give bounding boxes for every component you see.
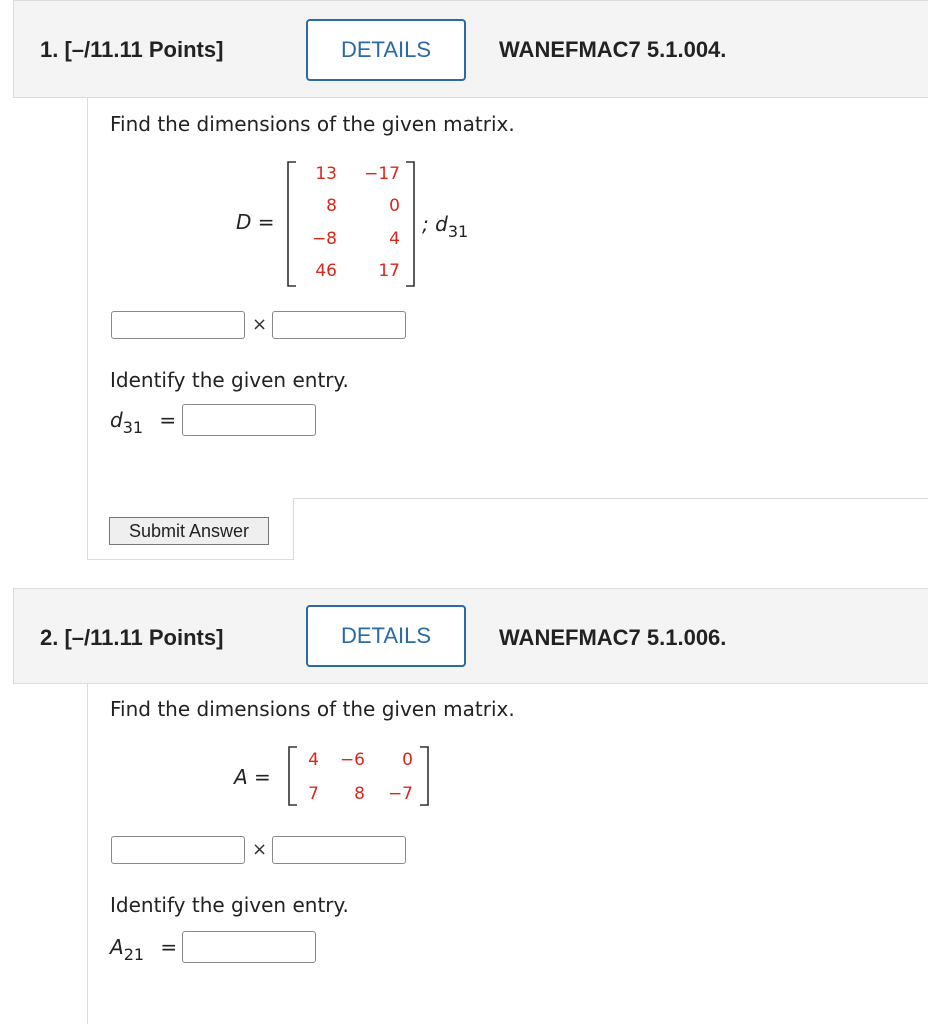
question-2-rows-input[interactable]	[111, 836, 245, 864]
question-2-entry-input[interactable]	[182, 931, 316, 963]
matrix-d-cell-3-1: −8	[311, 229, 337, 249]
matrix-d-equals: =	[257, 210, 275, 234]
matrix-a-right-bracket	[418, 745, 430, 807]
question-1-rows-input[interactable]	[111, 311, 245, 339]
entry-var-d: d	[435, 212, 448, 236]
matrix-a-cell-2-2: 8	[354, 784, 365, 804]
question-2-entry-label	[110, 935, 178, 964]
matrix-d-cell-3-2: 4	[389, 229, 400, 249]
matrix-a-cell-2-1: 7	[308, 784, 319, 804]
submit-answer-button[interactable]: Submit Answer	[109, 517, 269, 545]
question-2-header	[13, 588, 928, 684]
matrix-d-cell-2-2: 0	[389, 196, 400, 216]
matrix-d-entry-label	[422, 212, 469, 241]
matrix-a-symbol: A	[234, 765, 248, 789]
matrix-a-cell-1-1: 4	[308, 750, 319, 770]
matrix-a-left-bracket	[287, 745, 299, 807]
question-2-details-button[interactable]: DETAILS	[306, 605, 466, 667]
question-1-cols-input[interactable]	[272, 311, 406, 339]
question-2-code: WANEFMAC7 5.1.006.	[499, 625, 727, 650]
submit-area-divider-v	[293, 498, 294, 560]
question-1-number: 1. [–/11.11 Points]	[40, 37, 224, 62]
entry-equals-2: =	[160, 935, 178, 959]
question-1-code: WANEFMAC7 5.1.004.	[499, 37, 727, 62]
question-2-number: 2. [–/11.11 Points]	[40, 625, 224, 650]
semicolon: ;	[422, 212, 429, 236]
matrix-d-cell-4-2: 17	[378, 261, 400, 281]
question-1-identify-prompt: Identify the given entry.	[110, 368, 349, 392]
question-1-prompt: Find the dimensions of the given matrix.	[110, 112, 515, 136]
entry-sub-31: 31	[447, 222, 469, 241]
question-1-entry-label	[110, 408, 177, 437]
submit-area-divider	[293, 498, 928, 499]
question-1-entry-input[interactable]	[182, 404, 316, 436]
matrix-a-name	[234, 765, 271, 789]
entry-var: d	[110, 408, 123, 432]
matrix-d-left-bracket	[286, 160, 298, 288]
question-2-identify-prompt: Identify the given entry.	[110, 893, 349, 917]
matrix-d-cell-1-1: 13	[315, 164, 337, 184]
question-2-prompt: Find the dimensions of the given matrix.	[110, 697, 515, 721]
matrix-d-cell-2-1: 8	[326, 196, 337, 216]
matrix-d-right-bracket	[404, 160, 416, 288]
matrix-d-cell-4-1: 46	[315, 261, 337, 281]
matrix-a-cell-2-3: −7	[387, 784, 413, 804]
matrix-d-symbol: D	[236, 210, 252, 234]
entry-equals: =	[159, 408, 177, 432]
entry-var-a: A	[110, 935, 124, 959]
times-symbol-2: ×	[252, 839, 268, 860]
matrix-a-cell-1-3: 0	[402, 750, 413, 770]
matrix-a-cell-1-2: −6	[339, 750, 365, 770]
question-1-header	[13, 0, 928, 98]
question-2-cols-input[interactable]	[272, 836, 406, 864]
question-1-details-button[interactable]: DETAILS	[306, 19, 466, 81]
entry-sub-21: 21	[123, 945, 145, 964]
matrix-a-equals: =	[254, 765, 271, 789]
matrix-d-name	[236, 210, 275, 234]
matrix-d-cell-1-2: −17	[364, 164, 400, 184]
times-symbol: ×	[252, 314, 268, 335]
entry-sub: 31	[122, 418, 144, 437]
submit-area-bottom	[87, 559, 294, 560]
